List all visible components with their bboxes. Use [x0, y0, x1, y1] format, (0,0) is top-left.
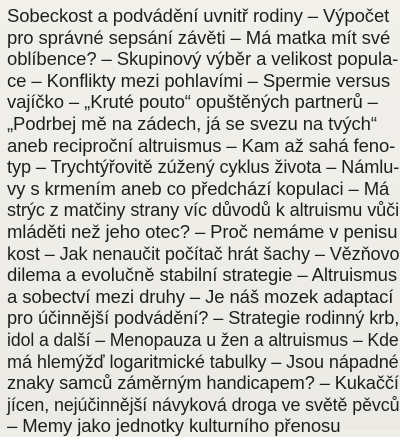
- text-line: ce – Konflikty mezi pohlavími – Spermie versus: [7, 69, 391, 91]
- text-line: pro účinnější podvádění? – Strategie rodinný krb,: [7, 307, 400, 329]
- text-line: znaky samců záměrným handicapem? – Kukaččí: [7, 372, 399, 394]
- text-line: mláděti než jeho otec? – Proč nemáme v penisu: [7, 220, 398, 242]
- contents-paragraph: [7, 5, 399, 437]
- text-line: oblíbence? – Skupinový výběr a velikost popula-: [7, 48, 399, 70]
- text-line: idol a další – Menopauza u žen a altruismus – Kde: [7, 328, 399, 350]
- text-line: „Podrbej mě na zádech, já se svezu na tvých“: [7, 112, 377, 134]
- text-line: pro správné sepsání závěti – Má matka mít své: [7, 26, 391, 48]
- text-line: strýc z matčiny strany víc důvodů k altruismu vůči: [7, 199, 400, 221]
- text-line: a sobectví mezi druhy – Je náš mozek adaptací: [7, 285, 394, 307]
- text-line: dilema a evolučně stabilní strategie – Altruismus: [7, 264, 397, 286]
- text-line: vy s krmením aneb co předchází kopulaci – Má: [7, 177, 390, 199]
- text-line: má hlemýžď logaritmické tabulky – Jsou nápadné: [7, 350, 399, 372]
- text-line: aneb reciproční altruismus – Kam až sahá feno-: [7, 134, 396, 156]
- text-line: typ – Trychtýřovitě zúžený cyklus života – Námlu-: [7, 156, 400, 178]
- text-line: vajíčko – „Kruté pouto“ opuštěných partnerů –: [7, 91, 378, 113]
- text-line: kost – Jak nenaučit počítač hrát šachy – Vězňovo: [7, 242, 400, 264]
- text-line: jícen, nejúčinnější návyková droga ve světě pěvců: [7, 393, 400, 415]
- text-line: Sobeckost a podvádění uvnitř rodiny – Výpočet: [7, 5, 390, 26]
- text-line: – Memy jako jednotky kulturního přenosu: [7, 415, 341, 437]
